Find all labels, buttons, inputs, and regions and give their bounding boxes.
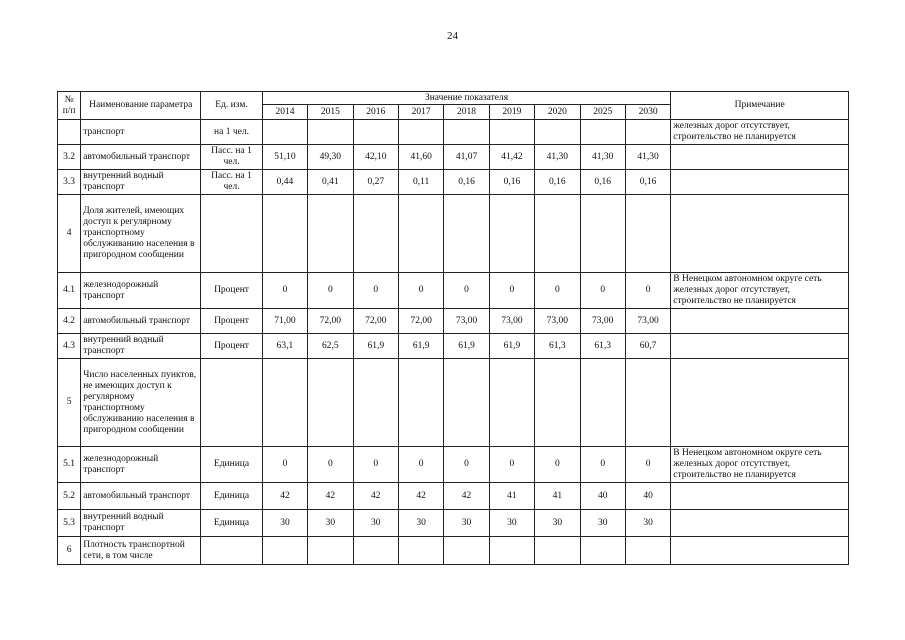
note-cell xyxy=(671,170,849,195)
table-row xyxy=(58,195,849,273)
value-cell: 0 xyxy=(535,447,580,483)
value-cell xyxy=(398,120,443,145)
value-cell: 0 xyxy=(353,447,398,483)
value-cell: 30 xyxy=(308,510,353,537)
page-number: 24 xyxy=(447,30,458,42)
unit-cell: на 1 чел. xyxy=(201,120,263,145)
value-cell xyxy=(262,195,307,273)
table-row xyxy=(58,309,849,334)
value-cell xyxy=(489,537,534,565)
value-cell: 30 xyxy=(444,510,489,537)
header-year: 2014 xyxy=(262,105,307,120)
value-cell: 42 xyxy=(353,483,398,510)
value-cell: 0,27 xyxy=(353,170,398,195)
parameter-name: Доля жителей, имеющих доступ к регулярному транспортному обслуживанию населения в пригородном сообщении xyxy=(81,195,201,273)
value-cell: 41,30 xyxy=(625,145,670,170)
note-cell: В Ненецком автономном округе сеть железных дорог отсутствует, строительство не планируется xyxy=(671,447,849,483)
value-cell: 42 xyxy=(398,483,443,510)
value-cell xyxy=(535,120,580,145)
value-cell: 41,30 xyxy=(535,145,580,170)
value-cell: 41,30 xyxy=(580,145,625,170)
value-cell: 42 xyxy=(262,483,307,510)
value-cell xyxy=(353,359,398,447)
value-cell: 30 xyxy=(625,510,670,537)
value-cell: 30 xyxy=(398,510,443,537)
row-number xyxy=(58,120,81,145)
value-cell: 0 xyxy=(489,447,534,483)
row-number: 5 xyxy=(58,359,81,447)
value-cell: 41,42 xyxy=(489,145,534,170)
value-cell: 0,16 xyxy=(489,170,534,195)
header-year: 2018 xyxy=(444,105,489,120)
note-cell: В Ненецком автономном округе сеть железных дорог отсутствует, строительство не планируется xyxy=(671,273,849,309)
row-number: 3.2 xyxy=(58,145,81,170)
value-cell: 30 xyxy=(535,510,580,537)
header-values: Значение показателя xyxy=(262,92,671,105)
value-cell: 0,11 xyxy=(398,170,443,195)
value-cell: 40 xyxy=(580,483,625,510)
value-cell: 30 xyxy=(580,510,625,537)
note-cell xyxy=(671,309,849,334)
value-cell: 72,00 xyxy=(308,309,353,334)
unit-cell: Пасс. на 1 чел. xyxy=(201,145,263,170)
value-cell xyxy=(535,359,580,447)
value-cell: 73,00 xyxy=(535,309,580,334)
parameter-name: железнодорожный транспорт xyxy=(81,273,201,309)
table-row xyxy=(58,120,849,145)
value-cell xyxy=(398,195,443,273)
value-cell: 42,10 xyxy=(353,145,398,170)
value-cell: 60,7 xyxy=(625,334,670,359)
value-cell: 0 xyxy=(535,273,580,309)
value-cell: 71,00 xyxy=(262,309,307,334)
value-cell xyxy=(580,195,625,273)
value-cell: 73,00 xyxy=(489,309,534,334)
table-row xyxy=(58,145,849,170)
value-cell: 61,9 xyxy=(444,334,489,359)
value-cell: 42 xyxy=(444,483,489,510)
value-cell xyxy=(262,120,307,145)
unit-cell xyxy=(201,359,263,447)
row-number: 4 xyxy=(58,195,81,273)
value-cell: 0,41 xyxy=(308,170,353,195)
value-cell: 0 xyxy=(625,447,670,483)
unit-cell: Единица xyxy=(201,510,263,537)
row-number: 3.3 xyxy=(58,170,81,195)
value-cell: 0 xyxy=(353,273,398,309)
table-row xyxy=(58,483,849,510)
value-cell: 0 xyxy=(625,273,670,309)
value-cell: 0 xyxy=(580,447,625,483)
value-cell: 51,10 xyxy=(262,145,307,170)
value-cell xyxy=(353,195,398,273)
header-year: 2015 xyxy=(308,105,353,120)
value-cell xyxy=(308,120,353,145)
value-cell xyxy=(444,120,489,145)
value-cell: 61,9 xyxy=(353,334,398,359)
value-cell: 41,07 xyxy=(444,145,489,170)
value-cell: 30 xyxy=(489,510,534,537)
header-name: Наименование параметра xyxy=(81,92,201,120)
row-number: 4.1 xyxy=(58,273,81,309)
value-cell xyxy=(580,120,625,145)
value-cell: 0 xyxy=(444,273,489,309)
row-number: 5.1 xyxy=(58,447,81,483)
note-cell xyxy=(671,537,849,565)
value-cell xyxy=(353,120,398,145)
table-row xyxy=(58,334,849,359)
value-cell: 72,00 xyxy=(353,309,398,334)
value-cell: 40 xyxy=(625,483,670,510)
row-number: 6 xyxy=(58,537,81,565)
table-row xyxy=(58,170,849,195)
value-cell: 0,16 xyxy=(580,170,625,195)
parameter-name: транспорт xyxy=(81,120,201,145)
value-cell: 0 xyxy=(580,273,625,309)
value-cell: 49,30 xyxy=(308,145,353,170)
value-cell xyxy=(398,537,443,565)
header-year: 2020 xyxy=(535,105,580,120)
value-cell xyxy=(398,359,443,447)
value-cell xyxy=(625,195,670,273)
value-cell: 41 xyxy=(489,483,534,510)
table-row xyxy=(58,510,849,537)
value-cell xyxy=(580,359,625,447)
note-cell xyxy=(671,359,849,447)
value-cell: 0,16 xyxy=(535,170,580,195)
parameter-name: внутренний водный транспорт xyxy=(81,170,201,195)
value-cell: 61,3 xyxy=(580,334,625,359)
header-year: 2030 xyxy=(625,105,670,120)
value-cell: 41 xyxy=(535,483,580,510)
value-cell: 0 xyxy=(489,273,534,309)
value-cell xyxy=(353,537,398,565)
value-cell: 0 xyxy=(308,447,353,483)
unit-cell xyxy=(201,195,263,273)
indicators-table xyxy=(57,91,849,565)
value-cell xyxy=(489,359,534,447)
value-cell: 73,00 xyxy=(625,309,670,334)
value-cell: 0,16 xyxy=(625,170,670,195)
value-cell: 73,00 xyxy=(444,309,489,334)
value-cell xyxy=(308,359,353,447)
header-year: 2025 xyxy=(580,105,625,120)
note-cell xyxy=(671,195,849,273)
parameter-name: автомобильный транспорт xyxy=(81,483,201,510)
table-row xyxy=(58,447,849,483)
header-year: 2016 xyxy=(353,105,398,120)
value-cell xyxy=(489,195,534,273)
table-row xyxy=(58,273,849,309)
note-cell xyxy=(671,334,849,359)
row-number: 5.3 xyxy=(58,510,81,537)
row-number: 5.2 xyxy=(58,483,81,510)
header-num: № п/п xyxy=(58,92,81,120)
value-cell xyxy=(489,120,534,145)
value-cell: 72,00 xyxy=(398,309,443,334)
value-cell: 30 xyxy=(262,510,307,537)
unit-cell: Единица xyxy=(201,483,263,510)
header-note: Примечание xyxy=(671,92,849,120)
note-cell xyxy=(671,483,849,510)
value-cell: 63,1 xyxy=(262,334,307,359)
value-cell: 0 xyxy=(308,273,353,309)
parameter-name: автомобильный транспорт xyxy=(81,145,201,170)
value-cell: 73,00 xyxy=(580,309,625,334)
table-body xyxy=(58,120,849,565)
header-unit: Ед. изм. xyxy=(201,92,263,120)
value-cell: 30 xyxy=(353,510,398,537)
value-cell: 61,9 xyxy=(489,334,534,359)
unit-cell xyxy=(201,537,263,565)
value-cell xyxy=(308,195,353,273)
row-number: 4.3 xyxy=(58,334,81,359)
value-cell xyxy=(444,195,489,273)
value-cell: 61,3 xyxy=(535,334,580,359)
value-cell: 0,16 xyxy=(444,170,489,195)
table-row xyxy=(58,359,849,447)
unit-cell: Единица xyxy=(201,447,263,483)
parameter-name: внутренний водный транспорт xyxy=(81,334,201,359)
value-cell: 62,5 xyxy=(308,334,353,359)
value-cell xyxy=(535,195,580,273)
note-cell: железных дорог отсутствует, строительство не планируется xyxy=(671,120,849,145)
parameter-name: Число населенных пунктов, не имеющих доступ к регулярному транспортному обслуживанию населения в пригородном сообщении xyxy=(81,359,201,447)
value-cell xyxy=(444,359,489,447)
value-cell: 0 xyxy=(262,273,307,309)
value-cell xyxy=(625,359,670,447)
value-cell: 0,44 xyxy=(262,170,307,195)
value-cell: 0 xyxy=(398,273,443,309)
value-cell xyxy=(535,537,580,565)
value-cell xyxy=(625,537,670,565)
note-cell xyxy=(671,145,849,170)
value-cell: 0 xyxy=(398,447,443,483)
value-cell: 42 xyxy=(308,483,353,510)
value-cell: 41,60 xyxy=(398,145,443,170)
unit-cell: Пасс. на 1 чел. xyxy=(201,170,263,195)
parameter-name: Плотность транспортной сети, в том числе xyxy=(81,537,201,565)
parameter-name: автомобильный транспорт xyxy=(81,309,201,334)
table-row xyxy=(58,537,849,565)
value-cell xyxy=(625,120,670,145)
value-cell: 0 xyxy=(444,447,489,483)
parameter-name: внутренний водный транспорт xyxy=(81,510,201,537)
value-cell xyxy=(444,537,489,565)
unit-cell: Процент xyxy=(201,334,263,359)
value-cell xyxy=(308,537,353,565)
value-cell: 0 xyxy=(262,447,307,483)
header-year: 2017 xyxy=(398,105,443,120)
value-cell xyxy=(262,359,307,447)
header-year: 2019 xyxy=(489,105,534,120)
row-number: 4.2 xyxy=(58,309,81,334)
parameter-name: железнодорожный транспорт xyxy=(81,447,201,483)
note-cell xyxy=(671,510,849,537)
unit-cell: Процент xyxy=(201,309,263,334)
value-cell xyxy=(262,537,307,565)
unit-cell: Процент xyxy=(201,273,263,309)
value-cell: 61,9 xyxy=(398,334,443,359)
value-cell xyxy=(580,537,625,565)
